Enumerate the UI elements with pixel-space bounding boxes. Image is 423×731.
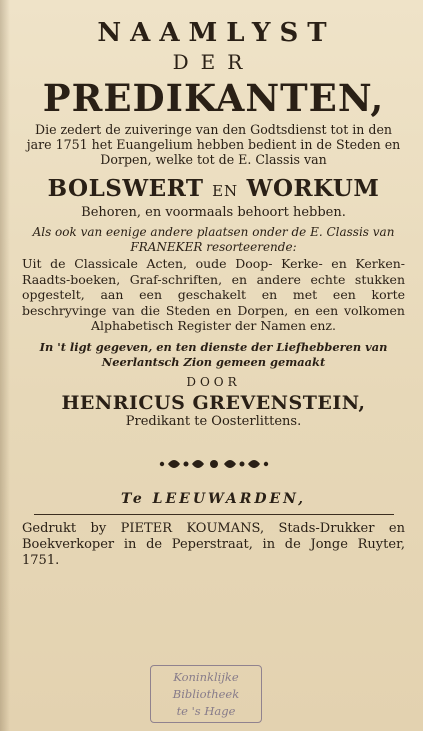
franeker-note: Als ook van eenige andere plaatsen onder de E. Classis van FRANEKER resorteerende:: [32, 225, 395, 254]
stamp-line-2: Bibliotheek: [172, 687, 240, 701]
stamp-line-1: Koninklijke: [173, 670, 239, 684]
library-stamp: [150, 665, 262, 723]
classis-heading: [22, 175, 405, 205]
description-text: Die zedert de zuiveringe van den Godtsdienst tot in den jare 1751 het Euangelium hebben bedient in de Steden en Dorpen, welke tot de E. Classis van: [26, 122, 401, 167]
sources-text: Uit de Classicale Acten, oude Doop- Kerke- en Kerken-Raadts-boeken, Graf-schriften, en andere echte stukken opgestelt, aan een geschakelt en met een korte beschryvinge van die Steden en Dorpen, en een volkomen Alphabetisch Register der Namen enz.: [22, 256, 405, 333]
author-name: HENRICUS GREVENSTEIN,: [61, 391, 366, 414]
divider-rule: [34, 514, 394, 515]
behoren-text: Behoren, en voormaals behoort hebben.: [81, 205, 346, 220]
page-edge-shadow: [0, 0, 10, 731]
fleuron-ornament-icon: [22, 454, 405, 474]
dedication-text: In 't ligt gegeven, en ten dienste der Liefhebberen van Neerlantsch Zion gemeen gemaakt: [39, 339, 388, 369]
classis-workum: WORKUM: [246, 175, 380, 202]
title-naamlyst: NAAMLYST: [97, 18, 336, 48]
title-predikanten: PREDIKANTEN,: [42, 76, 385, 120]
place-of-printing: Te LEEUWARDEN,: [121, 490, 306, 507]
title-der: DER: [172, 50, 255, 74]
classis-bolswert: BOLSWERT: [47, 175, 204, 202]
stamp-line-3: te 's Hage: [176, 704, 236, 718]
classis-connector: EN: [212, 182, 239, 200]
door-label: DOOR: [186, 374, 241, 389]
author-role: Predikant te Oosterlittens.: [125, 413, 302, 429]
imprint-text: Gedrukt by PIETER KOUMANS, Stads-Drukker en Boekverkoper in de Peperstraat, in de Jonge Ruyter, 1751.: [22, 520, 405, 568]
